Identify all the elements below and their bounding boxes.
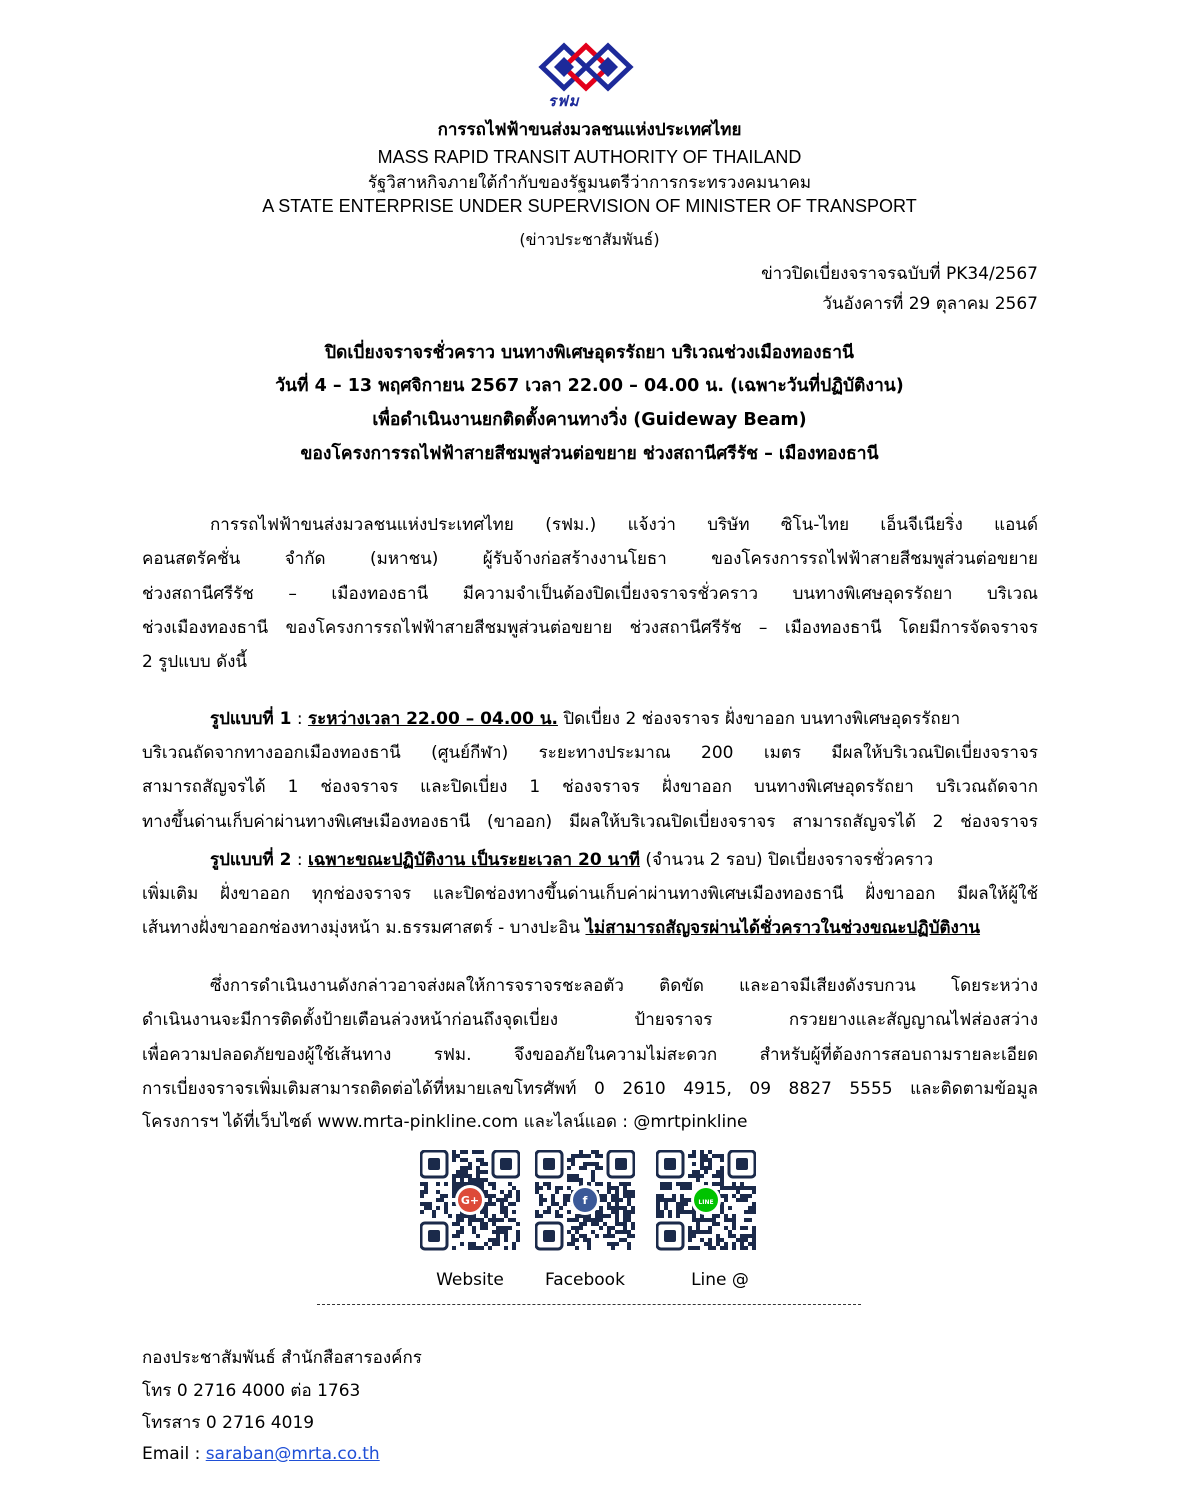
org-name-th: การรถไฟฟ้าขนส่งมวลชนแห่งประเทศไทย xyxy=(437,120,742,140)
pattern1-line-4: ทางขึ้นด่านเก็บค่าผ่านทางพิเศษเมืองทองธานี (ขาออก) มีผลให้บริเวณปิดเบี่ยงจราจร สามารถสัญจรได้ 2 ช่องจราจร xyxy=(142,812,1038,832)
pattern2-line-3-start: เส้นทางฝั่งขาออกช่องทางมุ่งหน้า ม.ธรรมศาสตร์ - บางปะอิน xyxy=(142,918,586,938)
mrta-logo-mark-icon xyxy=(534,40,644,95)
title-line-3: เพื่อดำเนินงานยกติดตั้งคานทางวิ่ง (Guideway Beam) xyxy=(372,410,807,430)
document-date: วันอังคารที่ 29 ตุลาคม 2567 xyxy=(822,294,1038,314)
pattern1-line-3: สามารถสัญจรได้ 1 ช่องจราจร และปิดเบี่ยง 1 ช่องจราจร ฝั่งขาออก บนทางพิเศษอุดรรัถยา บริเวณถัดจาก xyxy=(142,777,1038,797)
qr-facebook-code-icon xyxy=(535,1150,635,1256)
pattern2-line-3 xyxy=(142,913,1038,943)
svg-text:G+: G+ xyxy=(460,1194,480,1207)
qr-label-line: Line @ xyxy=(691,1270,749,1290)
intro-line-1: การรถไฟฟ้าขนส่งมวลชนแห่งประเทศไทย (รฟม.) แจ้งว่า บริษัท ซิโน-ไทย เอ็นจีเนียริ่ง แอนด์ xyxy=(210,515,1038,535)
closing-line-2: ดำเนินงานจะมีการติดตั้งป้ายเตือนล่วงหน้าก่อนถึงจุดเบี่ยง ป้ายจราจร กรวยยางและสัญญาณไฟส่องสว่าง xyxy=(142,1010,1038,1030)
footer-fax: โทรสาร 0 2716 4019 xyxy=(142,1413,315,1433)
pattern1-line-2: บริเวณถัดจากทางออกเมืองทองธานี (ศูนย์กีฬา) ระยะทางประมาณ 200 เมตร มีผลให้บริเวณปิดเบี่ยงจราจร xyxy=(142,743,1038,763)
pattern2-line-2: เพิ่มเติม ฝั่งขาออก ทุกช่องจราจร และปิดช่องทางขึ้นด่านเก็บค่าผ่านทางพิเศษเมืองทองธานี ฝั่งขาออก มีผลให้ผู้ใช้ xyxy=(142,884,1038,904)
pattern1-time: ระหว่างเวลา 22.00 – 04.00 น. xyxy=(307,709,558,729)
footer-phone: โทร 0 2716 4000 ต่อ 1763 xyxy=(142,1381,361,1401)
pattern2-label: รูปแบบที่ 2 xyxy=(210,850,292,870)
pattern2-line-1 xyxy=(210,845,1038,875)
svg-text:f: f xyxy=(582,1194,588,1207)
pattern1-label: รูปแบบที่ 1 xyxy=(210,709,292,729)
closing-line-4: การเบี่ยงจราจรเพิ่มเติมสามารถติดต่อได้ที่หมายเลขโทรศัพท์ 0 2610 4915, 09 8827 5555 และติดตามข้อมูล xyxy=(142,1079,1038,1099)
pattern1-line-1 xyxy=(210,704,1038,734)
state-enterprise-th: รัฐวิสาหกิจภายใต้กำกับของรัฐมนตรีว่าการกระทรวงคมนาคม xyxy=(367,173,812,193)
dashed-separator xyxy=(317,1304,861,1305)
line-icon xyxy=(691,1185,721,1215)
qr-line-code-icon xyxy=(656,1150,756,1256)
state-enterprise-en: A STATE ENTERPRISE UNDER SUPERVISION OF MINISTER OF TRANSPORT xyxy=(262,196,917,216)
closing-line-5: โครงการฯ ได้ที่เว็บไซต์ www.mrta-pinkline.com และไลน์แอด : @mrtpinkline xyxy=(142,1112,748,1132)
closing-line-1: ซึ่งการดำเนินงานดังกล่าวอาจส่งผลให้การจราจรชะลอตัว ติดขัด และอาจมีเสียงดังรบกวน โดยระหว่าง xyxy=(210,976,1038,996)
facebook-icon xyxy=(570,1185,600,1215)
pattern2-line-1-rest: (จำนวน 2 รอบ) ปิดเบี่ยงจราจรชั่วคราว xyxy=(645,850,934,870)
logo-text: รฟม xyxy=(548,92,580,110)
qr-label-facebook: Facebook xyxy=(545,1270,625,1290)
pattern2-time: เฉพาะขณะปฏิบัติงาน เป็นระยะเวลา 20 นาที xyxy=(307,850,640,870)
document-type: (ข่าวประชาสัมพันธ์) xyxy=(519,230,660,249)
qr-website-code-icon xyxy=(420,1150,520,1256)
qr-label-website: Website xyxy=(436,1270,504,1290)
pattern1-line-1-rest: ปิดเบี่ยง 2 ช่องจราจร ฝั่งขาออก บนทางพิเศษอุดรรัถยา xyxy=(563,709,961,729)
title-line-4: ของโครงการรถไฟฟ้าสายสีชมพูส่วนต่อขยาย ช่วงสถานีศรีรัช – เมืองทองธานี xyxy=(300,444,879,464)
title-line-2: วันที่ 4 – 13 พฤศจิกายน 2567 เวลา 22.00 – 04.00 น. (เฉพาะวันที่ปฏิบัติงาน) xyxy=(275,376,904,396)
closing-line-3: เพื่อความปลอดภัยของผู้ใช้เส้นทาง รฟม. จึงขออภัยในความไม่สะดวก สำหรับผู้ที่ต้องการสอบถามรายละเอียด xyxy=(142,1045,1038,1065)
intro-line-5: 2 รูปแบบ ดังนี้ xyxy=(142,652,248,672)
pattern2-colon: : xyxy=(291,850,308,870)
org-name-en: MASS RAPID TRANSIT AUTHORITY OF THAILAND xyxy=(377,147,802,167)
qr-line[interactable] xyxy=(656,1150,756,1256)
pattern1-colon: : xyxy=(291,709,308,729)
intro-line-2: คอนสตรัคชั่น จำกัด (มหาชน) ผู้รับจ้างก่อสร้างงานโยธา ของโครงการรถไฟฟ้าสายสีชมพูส่วนต่อขยาย xyxy=(142,549,1038,569)
footer-department: กองประชาสัมพันธ์ สำนักสือสารองค์กร xyxy=(142,1348,422,1368)
intro-line-3: ช่วงสถานีศรีรัช – เมืองทองธานี มีความจำเป็นต้องปิดเบี่ยงจราจรชั่วคราว บนทางพิเศษอุดรรัถยา บริเวณ xyxy=(142,584,1038,604)
qr-facebook[interactable] xyxy=(535,1150,635,1256)
footer-email-label: Email : xyxy=(142,1444,206,1464)
intro-line-4: ช่วงเมืองทองธานี ของโครงการรถไฟฟ้าสายสีชมพูส่วนต่อขยาย ช่วงสถานีศรีรัช – เมืองทองธานี โดยมีการจัดจราจร xyxy=(142,618,1038,638)
svg-text:LINE: LINE xyxy=(698,1199,714,1206)
title-line-1: ปิดเบี่ยงจราจรชั่วคราว บนทางพิเศษอุดรรัถยา บริเวณช่วงเมืองทองธานี xyxy=(324,343,855,363)
footer-email-link[interactable]: saraban@mrta.co.th xyxy=(205,1444,380,1464)
google-plus-icon xyxy=(455,1185,485,1215)
qr-website[interactable] xyxy=(420,1150,520,1256)
pattern2-line-3-bold: ไม่สามารถสัญจรผ่านได้ชั่วคราวในช่วงขณะปฏิบัติงาน xyxy=(585,918,981,938)
footer-email-row xyxy=(142,1441,380,1467)
document-number: ข่าวปิดเบี่ยงจราจรฉบับที่ PK34/2567 xyxy=(761,264,1038,284)
